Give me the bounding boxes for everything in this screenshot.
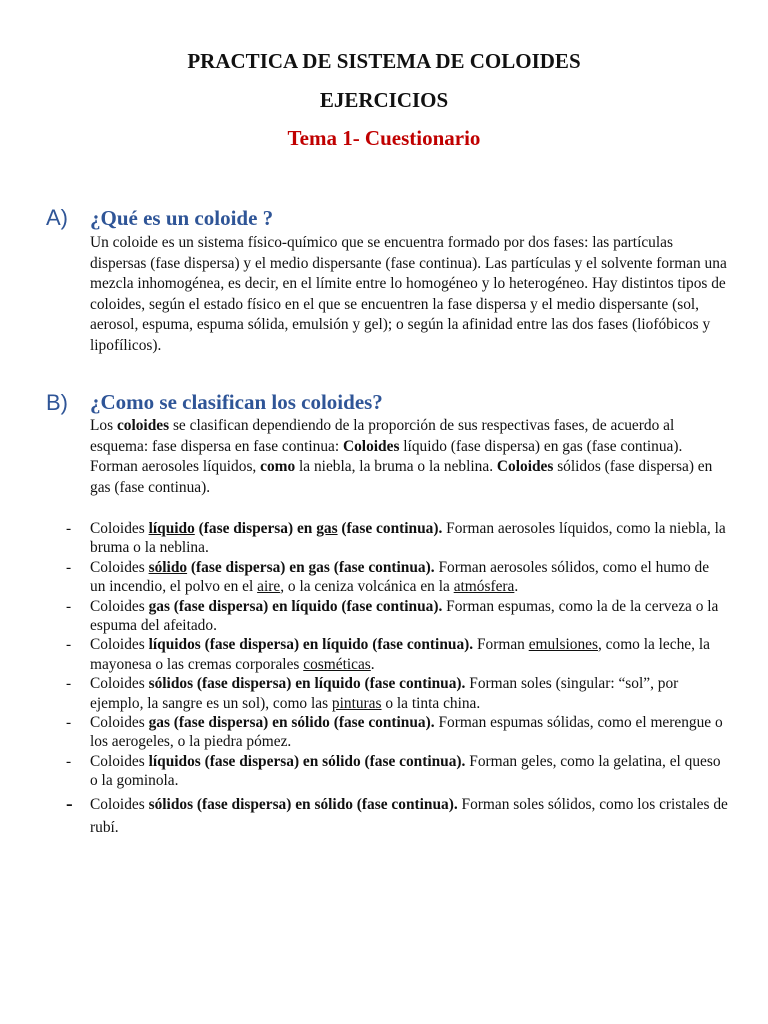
list-item-text: Coloides sólidos (fase dispersa) en sólido (fase continua). Forman soles sólidos, como los cristales de rubí. bbox=[90, 795, 728, 836]
bullet-dash: - bbox=[66, 558, 72, 576]
list-item bbox=[0, 713, 768, 752]
bullet-dash: - bbox=[66, 636, 72, 654]
bullet-dash: - bbox=[66, 597, 72, 615]
bullet-dash: - bbox=[66, 675, 72, 693]
section-a-answer: Un coloide es un sistema físico-químico que se encuentra formado por dos fases: las partículas dispersas (fase dispersa) y el medio dispersante (fase continua). Las partículas y el solvente forman una mezcla inhomogénea, es decir, en el límite entre lo homogéneo y lo heterogéneo. Hay distintos tipos de coloides, según el estado físico en el que se encuentren la fase dispersa y el medio dispersante (sol, aerosol, espuma, espuma sólida, emulsión y gel); o según la afinidad entre las dos fases (liofóbicos y lipofílicos). bbox=[90, 234, 727, 354]
bullet-dash: - bbox=[66, 714, 72, 732]
bullet-dash: - bbox=[66, 792, 73, 815]
list-item bbox=[0, 635, 768, 674]
list-item-text: Coloides gas (fase dispersa) en sólido (fase continua). Forman espumas sólidas, como el merengue o los aerogeles, o la piedra pómez. bbox=[90, 714, 723, 751]
list-item-text: Coloides sólidos (fase dispersa) en líquido (fase continua). Forman soles (singular: “sol”, por ejemplo, la sangre es un sol), como las pinturas o la tinta china. bbox=[90, 675, 679, 712]
document-title: PRACTICA DE SISTEMA DE COLOIDES bbox=[187, 49, 581, 73]
document-subtitle-ejercicios: EJERCICIOS bbox=[319, 88, 449, 112]
list-item-text: Coloides líquido (fase dispersa) en gas (fase continua). Forman aerosoles líquidos, como la niebla, la bruma o la neblina. bbox=[90, 520, 726, 557]
list-item bbox=[0, 519, 768, 558]
list-item bbox=[0, 597, 768, 636]
bullet-dash: - bbox=[66, 752, 72, 770]
bullet-dash: - bbox=[66, 520, 72, 537]
topic-heading: Tema 1- Cuestionario bbox=[287, 126, 481, 150]
section-a-question: ¿Qué es un coloide ? bbox=[90, 206, 274, 230]
list-item bbox=[0, 674, 768, 713]
list-item-text: Coloides gas (fase dispersa) en líquido (fase continua). Forman espumas, como la de la cerveza o la espuma del afeitado. bbox=[90, 597, 719, 635]
list-item-text: Coloides líquidos (fase dispersa) en sólido (fase continua). Forman geles, como la gelatina, el queso o la gominola. bbox=[90, 752, 721, 790]
section-a-label: A) bbox=[46, 205, 68, 230]
list-item bbox=[0, 558, 768, 597]
list-item-text: Coloides líquidos (fase dispersa) en líquido (fase continua). Forman emulsiones, como la leche, la mayonesa o las cremas corporales cosméticas. bbox=[90, 636, 710, 673]
list-item bbox=[0, 793, 768, 839]
section-b-label: B) bbox=[46, 390, 68, 415]
colloid-types-list bbox=[0, 519, 768, 839]
list-item-text: Coloides sólido (fase dispersa) en gas (fase continua). Forman aerosoles sólidos, como el humo de un incendio, el polvo en el aire, o la ceniza volcánica en la atmósfera. bbox=[90, 558, 710, 596]
list-item bbox=[0, 752, 768, 791]
section-b-question: ¿Como se clasifican los coloides? bbox=[90, 390, 383, 414]
section-b-answer: Los coloides se clasifican dependiendo de la proporción de sus respectivas fases, de acuerdo al esquema: fase dispersa en fase continua: Coloides líquido (fase dispersa) en gas (fase continua). Forman aerosoles líquidos, como la niebla, la bruma o la neblina. Coloides sólidos (fase dispersa) en gas (fase continua). bbox=[90, 417, 713, 496]
